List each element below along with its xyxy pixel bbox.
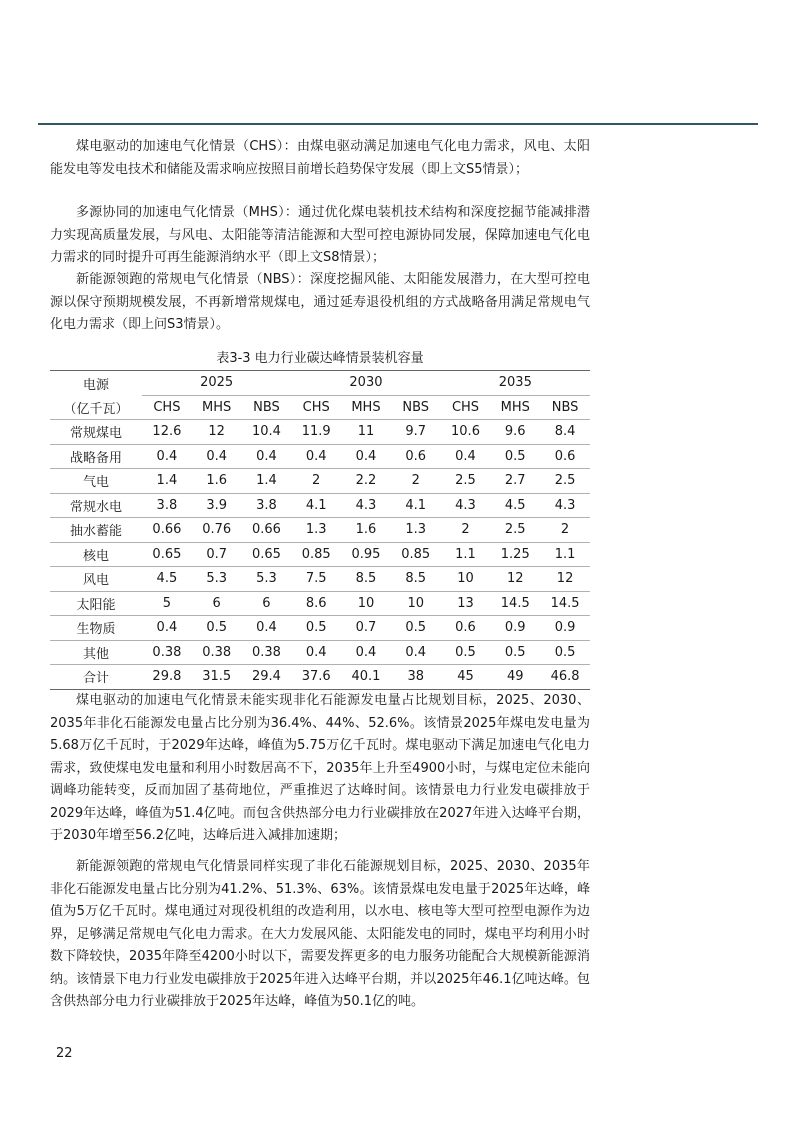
table-cell: 0.38 [192,640,242,665]
table-cell: 0.5 [441,640,491,665]
table-cell: 1.4 [142,469,192,494]
table-cell: 10.6 [441,420,491,445]
table-cell: 1.3 [391,518,441,543]
table-cell: 4.5 [142,567,192,592]
table-cell: 6 [242,591,292,616]
table-cell: 4.3 [341,493,391,518]
table-cell: 49 [490,665,540,690]
table-cell: 1.6 [341,518,391,543]
paragraph-nbs-analysis: 新能源领跑的常规电气化情景同样实现了非化石能源规划目标，2025、2030、2035年非化石能源发电量占比分别为41.2%、51.3%、63%。该情景煤电发电量于2025年达峰，峰值为5万亿千瓦时。煤电通过对现役机组的改造利用，以水电、核电等大型可控型电源作为边界，足够满足常规电气化电力需求。在大力发展风能、太阳能发电的同时，煤电平均利用小时数下降较快，2035年降至4200小时以下，需要发挥更多的电力服务功能配合大规模新能源消纳。该情景下电力行业发电碳排放于2025年进入达峰平台期，并以2025年46.1亿吨达峰。包含供热部分电力行业碳排放于2025年达峰，峰值为50.1亿的吨。 [50,859,590,1009]
scenario-header: CHS [441,395,491,420]
table-cell: 31.5 [192,665,242,690]
table-cell: 10.4 [242,420,292,445]
table-cell: 14.5 [490,591,540,616]
header-rule [38,123,758,125]
table-cell: 12 [192,420,242,445]
table-cell: 0.95 [341,542,391,567]
scenario-header: NBS [242,395,292,420]
table-cell: 1.3 [291,518,341,543]
row-label: 其他 [50,640,142,665]
row-label: 合计 [50,665,142,690]
page-number: 22 [56,1046,73,1061]
table-cell: 3.8 [142,493,192,518]
table-cell: 2.2 [341,469,391,494]
row-label: 抽水蓄能 [50,518,142,543]
table-cell: 7.5 [291,567,341,592]
scenario-header: MHS [341,395,391,420]
row-label: 气电 [50,469,142,494]
table-row [50,518,590,543]
table-cell: 38 [391,665,441,690]
paragraph-mhs: 多源协同的加速电气化情景（MHS）：通过优化煤电装机技术结构和深度挖掘节能减排潜力实现高质量发展，与风电、太阳能等清洁能源和大型可控电源协同发展，保障加速电气化电力需求的同时提升可再生能源消纳水平（即上文S8情景）； [50,205,590,265]
row-label: 战略备用 [50,444,142,469]
table-cell: 0.38 [142,640,192,665]
row-label: 生物质 [50,616,142,641]
table-cell: 29.8 [142,665,192,690]
table-cell: 13 [441,591,491,616]
table-cell: 0.76 [192,518,242,543]
table-row [50,665,590,690]
table-cell: 37.6 [291,665,341,690]
header-label-unit: （亿千瓦） [50,395,142,420]
table-cell: 0.5 [490,640,540,665]
table-cell: 2 [391,469,441,494]
paragraph-chs-analysis: 煤电驱动的加速电气化情景未能实现非化石能源发电量占比规划目标，2025、2030、2035年非化石能源发电量占比分别为36.4%、44%、52.6%。该情景2025年煤电发电量为5.68万亿千瓦时，于2029年达峰，峰值为5.75万亿千瓦时。煤电驱动下满足加速电气化电力需求，致使煤电发电量和利用小时数居高不下，2035年上升至4900小时，与煤电定位未能向调峰功能转变，反而加固了基荷地位，严重推迟了达峰时间。该情景电力行业发电碳排放于2029年达峰，峰值为51.4亿吨。而包含供热部分电力行业碳排放在2027年进入达峰平台期，于2030年增至56.2亿吨，达峰后进入减排加速期； [50,693,590,843]
table-cell: 0.4 [291,444,341,469]
table-cell: 0.85 [391,542,441,567]
table-cell: 4.1 [291,493,341,518]
table-row [50,640,590,665]
table-cell: 1.4 [242,469,292,494]
table-cell: 0.5 [540,640,590,665]
scenario-header: CHS [142,395,192,420]
table-row [50,493,590,518]
table-cell: 5.3 [192,567,242,592]
table-cell: 9.6 [490,420,540,445]
table-cell: 4.3 [441,493,491,518]
table-cell: 4.3 [540,493,590,518]
table-cell: 0.65 [242,542,292,567]
table-cell: 2.7 [490,469,540,494]
table-cell: 5.3 [242,567,292,592]
table-header-row [50,371,590,396]
row-label: 太阳能 [50,591,142,616]
table-cell: 11.9 [291,420,341,445]
table-cell: 1.25 [490,542,540,567]
table-cell: 29.4 [242,665,292,690]
row-label: 常规煤电 [50,420,142,445]
scenario-header: MHS [490,395,540,420]
table-cell: 0.4 [341,444,391,469]
table-cell: 0.9 [490,616,540,641]
table-cell: 5 [142,591,192,616]
table-cell: 4.1 [391,493,441,518]
table-cell: 0.4 [192,444,242,469]
table-row [50,567,590,592]
table-cell: 8.4 [540,420,590,445]
table-cell: 10 [391,591,441,616]
table-row [50,444,590,469]
table-body [50,371,590,690]
table-cell: 4.5 [490,493,540,518]
table-cell: 14.5 [540,591,590,616]
table-cell: 46.8 [540,665,590,690]
table-header-row [50,395,590,420]
table-cell: 45 [441,665,491,690]
capacity-table [50,370,590,690]
row-label: 风电 [50,567,142,592]
row-label: 常规水电 [50,493,142,518]
table-cell: 8.6 [291,591,341,616]
table-cell: 3.9 [192,493,242,518]
table-cell: 0.4 [142,616,192,641]
table-cell: 0.4 [142,444,192,469]
table-cell: 2 [540,518,590,543]
table-cell: 0.4 [291,640,341,665]
header-label-source: 电源 [50,371,142,396]
table-cell: 0.38 [242,640,292,665]
table-caption: 表3-3 电力行业碳达峰情景装机容量 [216,351,424,366]
table-cell: 0.7 [341,616,391,641]
table-row [50,591,590,616]
table-cell: 12 [540,567,590,592]
year-header: 2030 [291,371,440,396]
table-cell: 1.1 [540,542,590,567]
table-cell: 8.5 [391,567,441,592]
table-cell: 0.66 [242,518,292,543]
paragraph-chs: 煤电驱动的加速电气化情景（CHS）：由煤电驱动满足加速电气化电力需求，风电、太阳能发电等发电技术和储能及需求响应按照目前增长趋势保守发展（即上文S5情景）； [50,139,590,177]
table-cell: 2 [441,518,491,543]
table-cell: 40.1 [341,665,391,690]
table-cell: 0.85 [291,542,341,567]
table-cell: 0.5 [490,444,540,469]
table-cell: 12 [490,567,540,592]
table-row [50,542,590,567]
table-cell: 0.5 [291,616,341,641]
table-cell: 1.1 [441,542,491,567]
table-cell: 0.5 [391,616,441,641]
scenario-header: MHS [192,395,242,420]
table-cell: 0.65 [142,542,192,567]
table-cell: 0.4 [391,640,441,665]
table-cell: 0.4 [242,616,292,641]
scenario-header: NBS [391,395,441,420]
table-cell: 2 [291,469,341,494]
table-cell: 0.9 [540,616,590,641]
scenario-header: NBS [540,395,590,420]
scenario-header: CHS [291,395,341,420]
table-cell: 9.7 [391,420,441,445]
table-row [50,420,590,445]
year-header: 2025 [142,371,291,396]
table-row [50,469,590,494]
table-cell: 6 [192,591,242,616]
table-cell: 12.6 [142,420,192,445]
table-cell: 0.4 [242,444,292,469]
year-header: 2035 [441,371,590,396]
table-cell: 0.4 [441,444,491,469]
table-cell: 2.5 [490,518,540,543]
table-cell: 0.6 [540,444,590,469]
table-cell: 0.4 [341,640,391,665]
row-label: 核电 [50,542,142,567]
table-cell: 3.8 [242,493,292,518]
table-cell: 10 [341,591,391,616]
table-cell: 0.6 [391,444,441,469]
paragraph-nbs: 新能源领跑的常规电气化情景（NBS）：深度挖掘风能、太阳能发展潜力，在大型可控电源以保守预期规模发展，不再新增常规煤电，通过延寿退役机组的方式战略备用满足常规电气化电力需求（即上问S3情景）。 [50,272,590,332]
table-cell: 0.66 [142,518,192,543]
table-cell: 2.5 [441,469,491,494]
table-cell: 8.5 [341,567,391,592]
table-cell: 0.7 [192,542,242,567]
table-row [50,616,590,641]
table-cell: 11 [341,420,391,445]
table-cell: 1.6 [192,469,242,494]
table-cell: 0.6 [441,616,491,641]
table-cell: 2.5 [540,469,590,494]
table-cell: 0.5 [192,616,242,641]
table-cell: 10 [441,567,491,592]
